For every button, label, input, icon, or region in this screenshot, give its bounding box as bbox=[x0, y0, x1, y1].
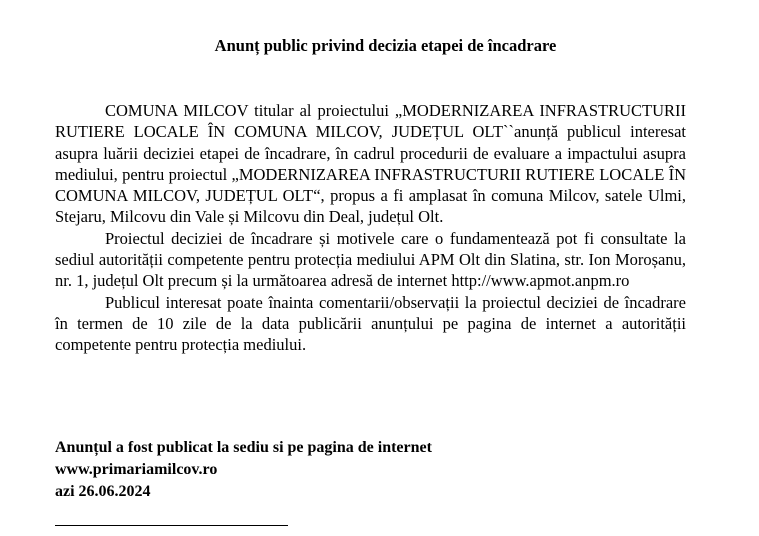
website-address: www.primariamilcov.ro bbox=[55, 461, 218, 478]
published-note: Anunțul a fost publicat la sediu si pe pagina de internet bbox=[55, 439, 432, 456]
announcement-body bbox=[55, 100, 686, 356]
publication-footer bbox=[55, 437, 432, 503]
paragraph-consultation-location: Proiectul deciziei de încadrare și motivele care o fundamentează pot fi consultate la sediul autorității competente pentru protecția mediului APM Olt din Slatina, str. Ion Moroșanu, nr. 1, județul Olt precum și la următoarea adresă de internet http://www.apmot.anpm.ro bbox=[55, 228, 686, 291]
publication-date: azi 26.06.2024 bbox=[55, 483, 151, 500]
signature-line bbox=[55, 525, 288, 526]
paragraph-public-comments: Publicul interesat poate înainta comentarii/observații la proiectul deciziei de încadrare în termen de 10 zile de la data publicării anunțului pe pagina de internet a autorității competente pentru protecția mediului. bbox=[55, 292, 686, 355]
paragraph-project-announcement: COMUNA MILCOV titular al proiectului „MODERNIZAREA INFRASTRUCTURII RUTIERE LOCALE ÎN COMUNA MILCOV, JUDEȚUL OLT``anunță publicul interesat asupra luării deciziei etapei de încadrare, în cadrul procedurii de evaluare a impactului asupra mediului, pentru proiectul „MODERNIZAREA INFRASTRUCTURII RUTIERE LOCALE ÎN COMUNA MILCOV, JUDEȚUL OLT“, propus a fi amplasat în comuna Milcov, satele Ulmi, Stejaru, Milcovu din Vale și Milcovu din Deal, județul Olt. bbox=[55, 101, 686, 227]
page-title: Anunț public privind decizia etapei de încadrare bbox=[214, 36, 557, 55]
